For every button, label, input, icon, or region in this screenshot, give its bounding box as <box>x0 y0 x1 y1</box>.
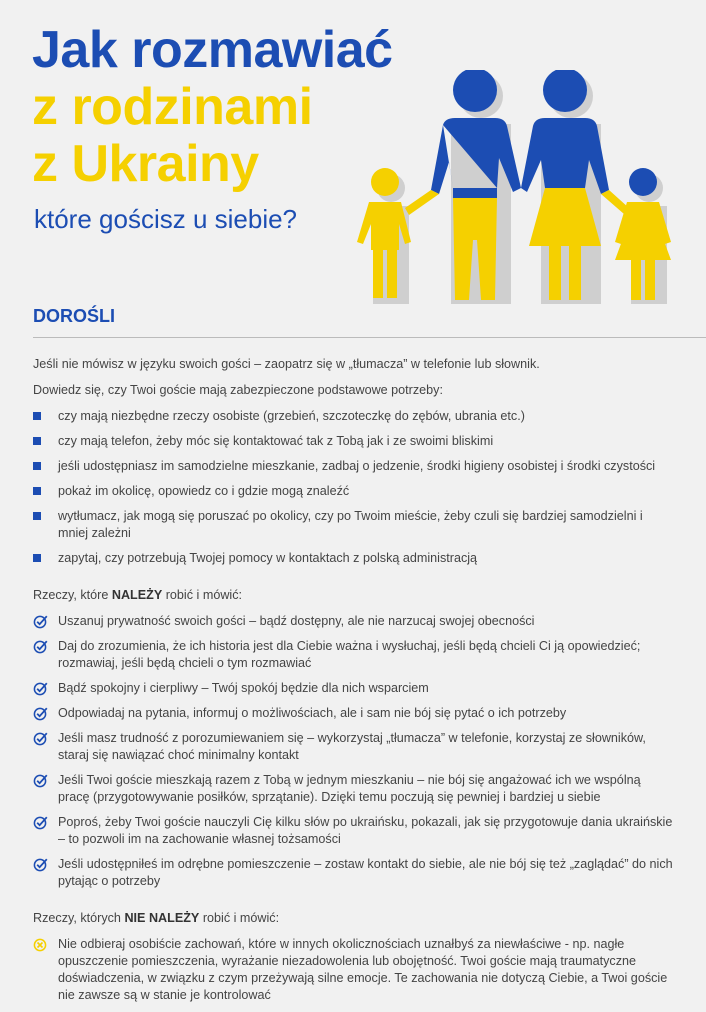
do-intro <box>33 587 673 604</box>
bullet-square-icon <box>33 437 41 445</box>
list-item <box>33 458 673 475</box>
list-item <box>33 680 673 697</box>
intro-text: Jeśli nie mówisz w języku swoich gości – zaopatrz się w „tłumacza” w telefonie lub słownik. <box>33 357 540 371</box>
bullet-square-icon <box>33 554 41 562</box>
list-item <box>33 856 673 890</box>
list-item <box>33 613 673 630</box>
list-item-text: zapytaj, czy potrzebują Twojej pomocy w kontaktach z polską administracją <box>58 551 478 565</box>
list-item-text: Uszanuj prywatność swoich gości – bądź dostępny, ale nie narzucaj swojej obecności <box>58 614 535 628</box>
bullet-square-icon <box>33 512 41 520</box>
needs-list <box>33 408 673 567</box>
dont-intro-bold: NIE NALEŻY <box>124 911 200 925</box>
list-item <box>33 408 673 425</box>
list-item <box>33 730 673 764</box>
title-line-3: z Ukrainy <box>32 135 259 193</box>
list-item <box>33 936 673 1004</box>
list-item <box>33 814 673 848</box>
list-item-text: jeśli udostępniasz im samodzielne mieszkanie, zadbaj o jedzenie, środki higieny osobistej i środki czystości <box>58 459 656 473</box>
bullet-square-icon <box>33 487 41 495</box>
do-intro-bold: NALEŻY <box>111 588 163 602</box>
subtitle: które gościsz u siebie? <box>34 204 298 234</box>
dont-list <box>33 936 673 1004</box>
list-item-text: Bądź spokojny i cierpliwy – Twój spokój będzie dla nich wsparciem <box>58 681 429 695</box>
content <box>33 356 673 1012</box>
list-item <box>33 705 673 722</box>
list-item <box>33 638 673 672</box>
do-intro-post: robić i mówić: <box>162 588 243 602</box>
section-title: DOROŚLI <box>33 306 116 326</box>
check-circle-icon <box>33 639 48 654</box>
list-item-text: Odpowiadaj na pytania, informuj o możliwościach, ale i sam nie bój się pytać o ich potrzeby <box>58 706 567 720</box>
needs-intro: Dowiedz się, czy Twoi goście mają zabezpieczone podstawowe potrzeby: <box>33 383 443 397</box>
family-icon <box>345 70 690 310</box>
bullet-square-icon <box>33 412 41 420</box>
check-circle-icon <box>33 614 48 629</box>
list-item-text: czy mają telefon, żeby móc się kontaktować tak z Tobą jak i ze swoimi bliskimi <box>58 434 494 448</box>
list-item <box>33 433 673 450</box>
dont-intro-post: robić i mówić: <box>199 911 280 925</box>
title-line-2: z rodzinami <box>32 78 313 136</box>
list-item-text: Jeśli Twoi goście mieszkają razem z Tobą w jednym mieszkaniu – nie bój się angażować ich we wspólną pracę (przygotowywanie posiłków, sprzątanie). Dzięki temu poczują się pewniej i bardziej u siebie <box>58 773 641 804</box>
check-circle-icon <box>33 815 48 830</box>
do-intro-pre: Rzeczy, które <box>33 588 112 602</box>
check-circle-icon <box>33 731 48 746</box>
list-item <box>33 508 673 542</box>
list-item-text: Jeśli masz trudność z porozumiewaniem się – wykorzystaj „tłumacza” w telefonie, korzystaj ze słowników, staraj się nawiązać choć minimalny kontakt <box>58 731 646 762</box>
title-line-1: Jak rozmawiać <box>32 21 393 79</box>
list-item-text: wytłumacz, jak mogą się poruszać po okolicy, czy po Twoim mieście, żeby czuli się bardziej samodzielni i mniej zależni <box>58 509 643 540</box>
list-item <box>33 772 673 806</box>
list-item-text: czy mają niezbędne rzeczy osobiste (grzebień, szczoteczkę do zębów, ubrania etc.) <box>58 409 525 423</box>
cross-circle-icon <box>33 937 48 952</box>
list-item-text: Jeśli udostępniłeś im odrębne pomieszczenie – zostaw kontakt do siebie, ale nie bój się też „zaglądać” do nich pytając o potrzeby <box>58 857 673 888</box>
list-item-text: Daj do zrozumienia, że ich historia jest dla Ciebie ważna i wysłuchaj, jeśli będą chcieli Ci ją opowiedzieć; rozmawiaj, jeśli będą chcieli o tym rozmawiać <box>58 639 641 670</box>
check-circle-icon <box>33 773 48 788</box>
list-item <box>33 483 673 500</box>
check-circle-icon <box>33 681 48 696</box>
list-item-text: Nie odbieraj osobiście zachowań, które w innych okolicznościach uznałbyś za niewłaściwe - np. nagłe opuszczenie pomieszczenia, wyrażanie niezadowolenia lub obojętność. Twoi goście mają traumatyczne doświadczenia, w związku z czym przeżywają silne emocje. Te zachowania nie dotyczą Ciebie, a Twoi goście nie zawsze są w stanie je kontrolować <box>58 937 668 1002</box>
list-item <box>33 550 673 567</box>
do-list <box>33 613 673 890</box>
bullet-square-icon <box>33 462 41 470</box>
dont-intro <box>33 910 673 927</box>
list-item-text: Poproś, żeby Twoi goście nauczyli Cię kilku słów po ukraińsku, pokazali, jak się przygotowuje dania ukraińskie – to pozwoli im na zachowanie własnej tożsamości <box>58 815 673 846</box>
check-circle-icon <box>33 857 48 872</box>
dont-intro-pre: Rzeczy, których <box>33 911 125 925</box>
check-circle-icon <box>33 706 48 721</box>
page-title <box>32 22 393 193</box>
section-divider <box>33 337 706 338</box>
list-item-text: pokaż im okolicę, opowiedz co i gdzie mogą znaleźć <box>58 484 350 498</box>
